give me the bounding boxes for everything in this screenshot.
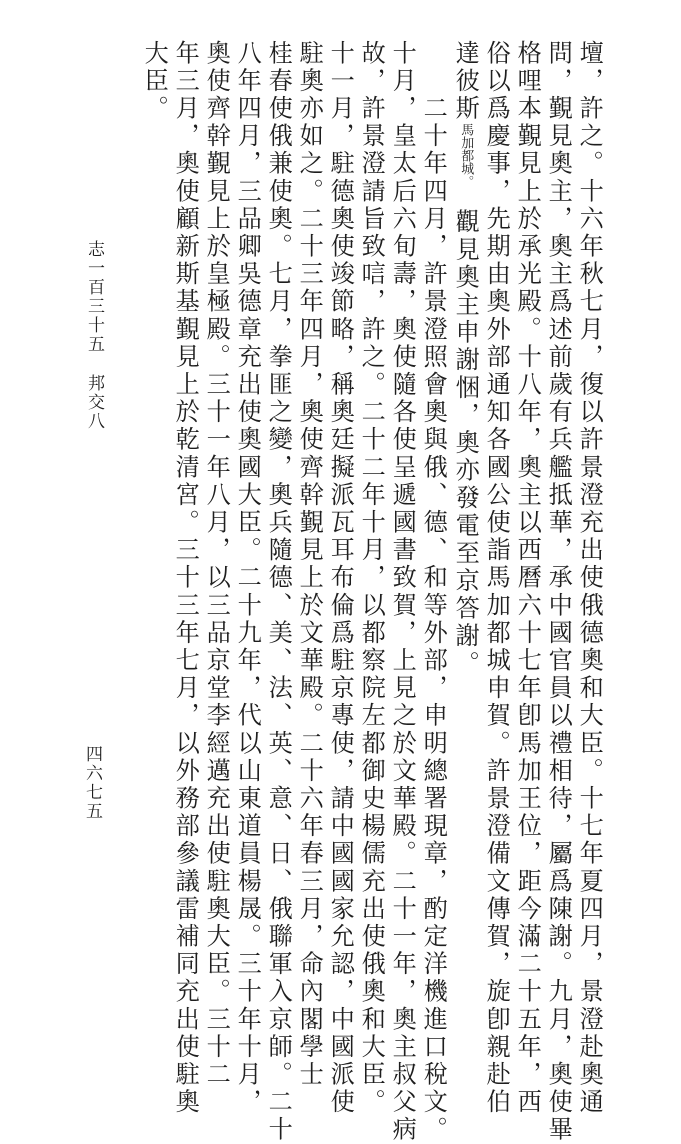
text-column-8: 故，許景澄請旨致唁，許之。二十二年十月，以都察院左都御史楊儒充出使俄奧和大臣。	[357, 40, 386, 1117]
text-column-9: 十一月，駐德奧使竣節略，稱奧廷擬派瓦耳布倫爲駐京專使，請中國國家允認，中國派使	[326, 40, 355, 1117]
text-column-15: 大臣。	[140, 40, 169, 123]
text-column-3: 格哩本覲見上於承光殿。十八年，奧主以西曆六十七年卽馬加王位，距今滿二十五年，西	[513, 40, 542, 1117]
text-column-13: 奧使齊幹覲見上於皇極殿。三十一年八月，以三品京堂李經邁充出使駐奧大臣。三十二	[202, 40, 231, 1089]
section-label: 邦交八	[84, 374, 104, 431]
text-column-14: 年三月，奧使顧新斯基覲見上於乾清宮。三十三年七月，以外務部參議雷補同充出使駐奧	[171, 40, 200, 1117]
inline-note: 馬加都城。	[458, 122, 474, 182]
column-5-text: 達彼斯	[451, 40, 480, 123]
text-column-2: 問，覲見奧主，奧主爲述前歲有兵艦抵華，承中國官員以禮相待，屬爲陳謝。九月，奧使畢	[544, 40, 573, 1144]
text-column-10: 駐奧亦如之。二十三年四月，奧使齊幹覲見上於文華殿。二十六年春三月，命內閣學士	[295, 40, 324, 1089]
text-column-6: 二十年四月，許景澄照會奧與俄、德、和等外部，申明總署現章，酌定洋機進口稅文。	[419, 40, 448, 1144]
text-column-1: 壇，許之。十六年秋七月，復以許景澄充出使俄德奧和大臣。十七年夏四月，景澄赴奧通	[575, 40, 604, 1117]
column-5-text-continued: 觀見奧主申謝悃，奧亦發電至京答謝。	[451, 181, 480, 679]
text-column-5	[451, 40, 480, 679]
text-column-4: 俗以爲慶事，先期由奧外部通知各國公使詣馬加都城申賀。許景澄備文傳賀，旋卽親赴伯	[482, 40, 511, 1117]
page-number: 四六七五	[82, 745, 102, 821]
volume-label: 志一百三十五	[84, 240, 104, 354]
text-column-7: 十月，皇太后六旬壽，奧使隨各使呈遞國書致賀，上見之於文華殿。二十一年，奧主叔父病	[388, 40, 417, 1144]
margin-header	[82, 240, 107, 431]
text-column-12: 八年四月，三品卿吳德章充出使奧國大臣。二十九年，代以山東道員楊晟。三十年十月，	[233, 40, 262, 1117]
text-column-11: 桂春使俄兼使奧。七月，拳匪之變，奧兵隨德、美、法、英、意、日、俄聯軍入京師。二十	[264, 40, 293, 1144]
